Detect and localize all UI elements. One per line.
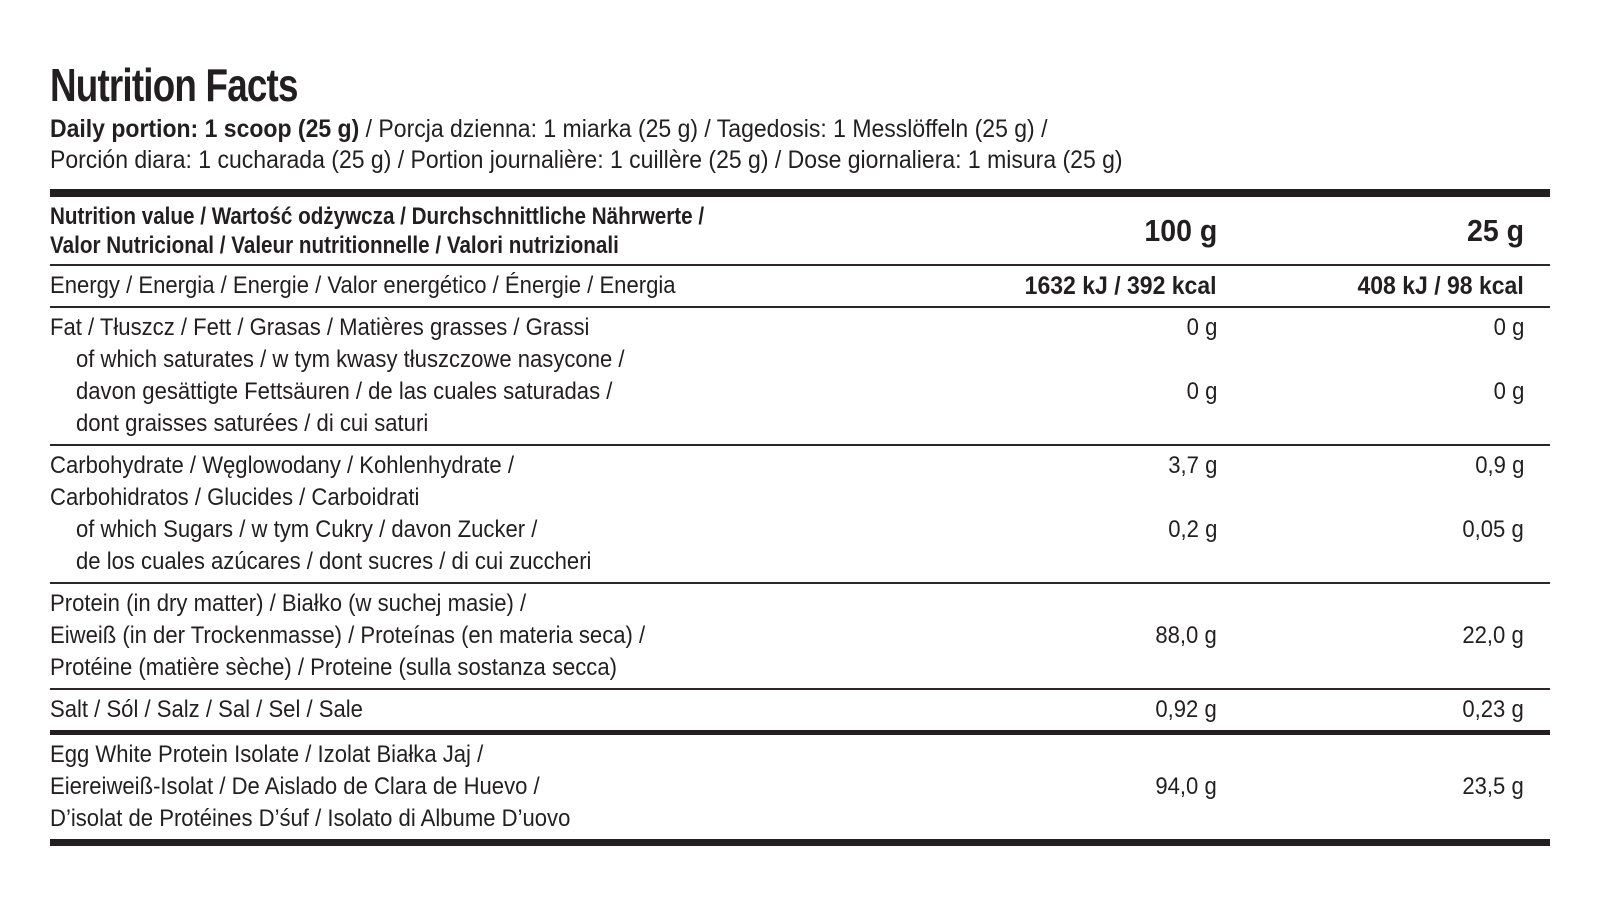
row-label: Egg White Protein Isolate / Izolat Białka Jaj /	[50, 741, 484, 768]
value-100g: 3,7 g	[1167, 452, 1217, 479]
value-25g: 23,5 g	[1462, 773, 1524, 800]
value-25g: 0,9 g	[1474, 452, 1524, 479]
row-sublabel: davon gesättigte Fettsäuren / de las cuales saturadas /	[76, 378, 613, 405]
table-row-egg-white-protein-isolate	[50, 735, 1550, 839]
value-100g: 0,2 g	[1167, 516, 1217, 543]
row-label: Fat / Tłuszcz / Fett / Grasas / Matières grasses / Grassi	[50, 314, 590, 341]
row-line	[50, 514, 1550, 546]
column-header-25g: 25 g	[1466, 212, 1524, 248]
value-100g: 0 g	[1186, 314, 1217, 341]
row-line	[50, 408, 1550, 440]
column-header-100g: 100 g	[1144, 212, 1217, 248]
value-100g: 0,92 g	[1155, 696, 1217, 723]
value-100g: 94,0 g	[1155, 773, 1217, 800]
row-label: Salt / Sól / Salz / Sal / Sel / Sale	[50, 696, 363, 723]
row-line	[50, 652, 1550, 684]
value-25g: 0,05 g	[1462, 516, 1524, 543]
page-title: Nutrition Facts	[50, 59, 298, 111]
table-top-bar	[50, 189, 1550, 197]
value-25g: 408 kJ / 98 kcal	[1357, 272, 1524, 300]
daily-portion-rest: / Porcja dzienna: 1 miarka (25 g) / Tagedosis: 1 Messlöffeln (25 g) /	[359, 115, 1048, 143]
table-row-protein	[50, 584, 1550, 688]
table-row-energy	[50, 266, 1550, 306]
row-line	[50, 588, 1550, 620]
value-25g: 0 g	[1493, 314, 1524, 341]
row-sublabel: dont graisses saturées / di cui saturi	[76, 410, 429, 437]
table-row-fat	[50, 308, 1550, 444]
value-25g: 0 g	[1493, 378, 1524, 405]
table-row-salt	[50, 690, 1550, 730]
nutrition-label	[50, 0, 1550, 846]
row-label: Protein (in dry matter) / Białko (w suchej masie) /	[50, 590, 527, 617]
row-line	[50, 803, 1550, 835]
row-line	[50, 739, 1550, 771]
value-25g: 0,23 g	[1462, 696, 1524, 723]
value-100g: 1632 kJ / 392 kcal	[1025, 272, 1217, 300]
value-100g: 88,0 g	[1155, 622, 1217, 649]
row-label: Carbohidratos / Glucides / Carboidrati	[50, 484, 420, 511]
row-line	[50, 620, 1550, 652]
row-label: D’isolat de Protéines D’śuf / Isolato di Albume D’uovo	[50, 805, 571, 832]
row-line	[50, 694, 1550, 726]
table-row-carbohydrate	[50, 446, 1550, 582]
row-line	[50, 344, 1550, 376]
row-label: Carbohydrate / Węglowodany / Kohlenhydrate /	[50, 452, 514, 479]
row-label: Eiereiweiß-Isolat / De Aislado de Clara de Huevo /	[50, 773, 540, 800]
row-line	[50, 270, 1550, 302]
row-line	[50, 450, 1550, 482]
daily-portion-line-2: Porción diara: 1 cucharada (25 g) / Portion journalière: 1 cuillère (25 g) / Dose giornaliera: 1 misura (25 g)	[50, 146, 1123, 174]
row-line	[50, 482, 1550, 514]
row-sublabel: of which Sugars / w tym Cukry / davon Zucker /	[76, 516, 538, 543]
daily-portion-line-1	[50, 114, 1550, 145]
row-line	[50, 376, 1550, 408]
value-100g: 0 g	[1186, 378, 1217, 405]
row-line	[50, 546, 1550, 578]
value-25g: 22,0 g	[1462, 622, 1524, 649]
row-label: Protéine (matière sèche) / Proteine (sulla sostanza secca)	[50, 654, 617, 681]
header-label-line: Nutrition value / Wartość odżywcza / Durchschnittliche Nährwerte /	[50, 203, 705, 230]
table-header-row	[50, 197, 1550, 264]
row-line	[50, 312, 1550, 344]
row-sublabel: of which saturates / w tym kwasy tłuszczowe nasycone /	[76, 346, 625, 373]
row-line	[50, 771, 1550, 803]
row-label: Eiweiß (in der Trockenmasse) / Proteínas (en materia seca) /	[50, 622, 646, 649]
row-label: Energy / Energia / Energie / Valor energético / Énergie / Energia	[50, 272, 676, 299]
table-bottom-bar	[50, 839, 1550, 846]
daily-portion-bold: Daily portion: 1 scoop (25 g)	[50, 115, 360, 143]
row-sublabel: de los cuales azúcares / dont sucres / di cui zuccheri	[76, 548, 592, 575]
header-label-line: Valor Nutricional / Valeur nutritionnelle / Valori nutrizionali	[50, 232, 619, 259]
